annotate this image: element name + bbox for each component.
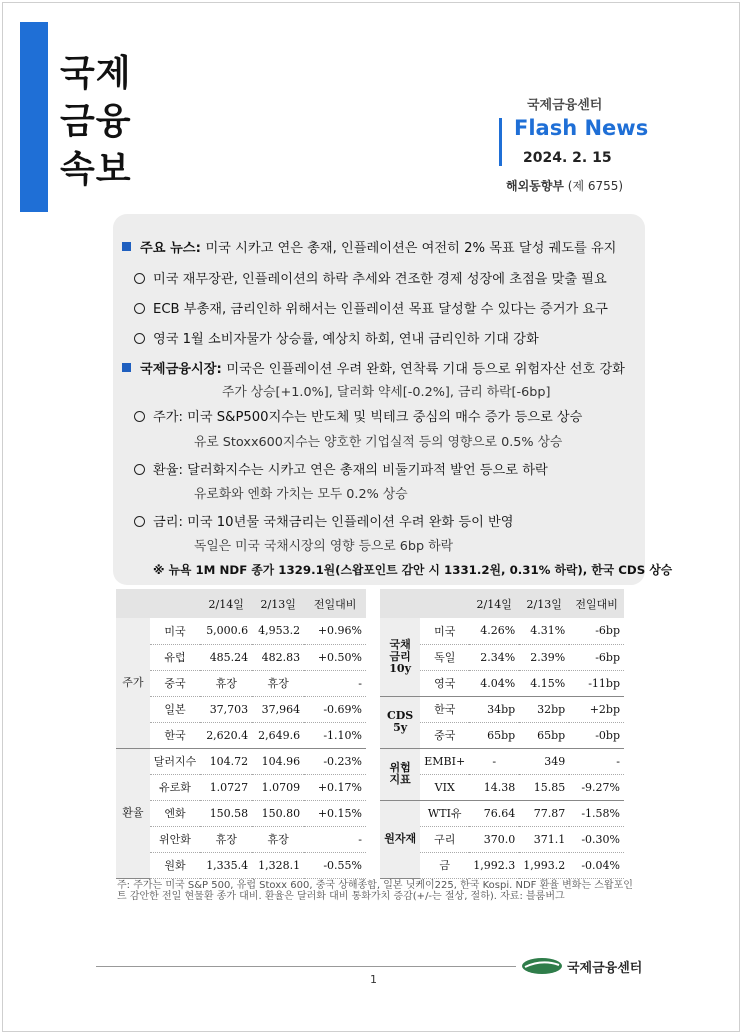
change-cell: -0.69% <box>304 696 366 722</box>
value-cell: 2.39% <box>519 644 569 670</box>
row-name: VIX <box>420 774 469 800</box>
value-cell: 4.26% <box>469 618 519 644</box>
table-row <box>116 618 366 644</box>
row-name: 위안화 <box>150 826 201 852</box>
table-row <box>380 748 624 774</box>
market-label: 국제금융시장 <box>140 362 217 377</box>
row-name: EMBI+ <box>420 748 469 774</box>
table-row <box>116 852 366 878</box>
value-cell: 76.64 <box>469 800 519 826</box>
row-name: 중국 <box>420 722 469 748</box>
row-name: 미국 <box>420 618 469 644</box>
value-cell: 휴장 <box>252 670 304 696</box>
market-item-sub: 독일은 미국 국채시장의 영향 등으로 6bp 하락 <box>194 539 453 554</box>
row-name: 유로화 <box>150 774 201 800</box>
value-cell: 휴장 <box>252 826 304 852</box>
market-item-text: 달러화지수는 시카고 연은 총재의 비둘기파적 발언 등으로 하락 <box>187 463 548 478</box>
circle-bullet-icon <box>134 303 145 314</box>
header-blank <box>116 589 150 618</box>
value-cell: 5,000.6 <box>200 618 252 644</box>
left-market-table <box>116 589 366 879</box>
header-brand: Flash News <box>514 116 649 140</box>
header-cell: 2/13일 <box>519 589 569 618</box>
news-item-text: 미국 재무장관, 인플레이션의 하락 추세와 견조한 경제 성장에 초점을 맞출 필요 <box>153 272 607 287</box>
row-name: 금 <box>420 852 469 878</box>
value-cell: 4.15% <box>519 670 569 696</box>
change-cell: -0.04% <box>569 852 624 878</box>
row-name: 영국 <box>420 670 469 696</box>
header-cell: 전일대비 <box>569 589 624 618</box>
group-label: 주가 <box>116 618 150 748</box>
header-divider <box>499 118 502 166</box>
row-name: 독일 <box>420 644 469 670</box>
value-cell: 150.80 <box>252 800 304 826</box>
change-cell: - <box>569 748 624 774</box>
change-cell: -0.55% <box>304 852 366 878</box>
value-cell: 104.96 <box>252 748 304 774</box>
market-item-text: 미국 10년물 국채금리는 인플레이션 우려 완화 등이 반영 <box>187 515 514 530</box>
row-name: 중국 <box>150 670 201 696</box>
value-cell: 485.24 <box>200 644 252 670</box>
table-row <box>380 696 624 722</box>
change-cell: +0.96% <box>304 618 366 644</box>
change-cell: -1.58% <box>569 800 624 826</box>
row-name: 한국 <box>150 722 201 748</box>
value-cell: 104.72 <box>200 748 252 774</box>
value-cell: 370.0 <box>469 826 519 852</box>
change-cell: -1.10% <box>304 722 366 748</box>
header-cell: 전일대비 <box>304 589 366 618</box>
value-cell: 14.38 <box>469 774 519 800</box>
news-item <box>134 298 608 317</box>
header-cell: 2/13일 <box>252 589 304 618</box>
row-name: 미국 <box>150 618 201 644</box>
footnote: 주: 주가는 미국 S&P 500, 유럽 Stoxx 600, 중국 상해종합, 일본 닛케이225, 한국 Kospi. NDF 환율 변화는 스왑포인트 감안한 전일 현물환 종가 대비. 환율은 달러화 대비 통화가치 증감(+/-는 절상, 절하). 자료: 블룸버그 <box>117 880 633 902</box>
title-line: 금융 <box>60 101 132 142</box>
change-cell: +0.17% <box>304 774 366 800</box>
group-label: 환율 <box>116 748 150 878</box>
value-cell: 77.87 <box>519 800 569 826</box>
value-cell: 1,328.1 <box>252 852 304 878</box>
market-item-rates: 금리: 미국 10년물 국채금리는 인플레이션 우려 완화 등이 반영 <box>134 511 514 530</box>
row-name: 일본 <box>150 696 201 722</box>
row-name: 엔화 <box>150 800 201 826</box>
table-row <box>116 826 366 852</box>
group-label: CDS 5y <box>380 696 420 748</box>
change-cell: -6bp <box>569 618 624 644</box>
value-cell: 150.58 <box>200 800 252 826</box>
table-row <box>116 696 366 722</box>
value-cell: 4,953.2 <box>252 618 304 644</box>
value-cell: 349 <box>519 748 569 774</box>
value-cell: 4.31% <box>519 618 569 644</box>
table-row <box>116 748 366 774</box>
market-headline-text: 미국은 인플레이션 우려 완화, 연착륙 기대 등으로 위험자산 선호 강화 <box>226 362 625 377</box>
circle-bullet-icon <box>134 516 145 527</box>
table-header-row <box>380 589 624 618</box>
value-cell: 32bp <box>519 696 569 722</box>
value-cell: 371.1 <box>519 826 569 852</box>
header-cell: 2/14일 <box>200 589 252 618</box>
row-name: WTI유 <box>420 800 469 826</box>
header-org: 국제금융센터 <box>527 98 603 113</box>
news-item-text: 영국 1월 소비자물가 상승률, 예상치 하회, 연내 금리인하 기대 강화 <box>153 332 539 347</box>
news-item <box>134 328 539 347</box>
market-item-stocks: 주가: 미국 S&P500지수는 반도체 및 빅테크 중심의 매수 증가 등으로 상승 <box>134 406 582 425</box>
header-date: 2024. 2. 15 <box>523 150 612 166</box>
change-cell: -0bp <box>569 722 624 748</box>
value-cell: 2,649.6 <box>252 722 304 748</box>
value-cell: 2.34% <box>469 644 519 670</box>
value-cell: 37,703 <box>200 696 252 722</box>
table-header-row <box>116 589 366 618</box>
row-name: 한국 <box>420 696 469 722</box>
value-cell: 15.85 <box>519 774 569 800</box>
group-label: 위험 지표 <box>380 748 420 800</box>
square-bullet-icon <box>122 242 131 251</box>
value-cell: 37,964 <box>252 696 304 722</box>
value-cell: 1,992.3 <box>469 852 519 878</box>
group-label: 국채 금리 10y <box>380 618 420 696</box>
market-item-sub: 유로화와 엔화 가치는 모두 0.2% 상승 <box>194 487 408 502</box>
news-label: 주요 뉴스 <box>140 241 196 256</box>
market-item-label: 금리 <box>153 515 179 530</box>
news-headline: 주요 뉴스: 미국 시카고 연은 총재, 인플레이션은 여전히 2% 목표 달성 궤도를 유지 <box>122 237 616 256</box>
group-label: 원자재 <box>380 800 420 878</box>
row-name: 구리 <box>420 826 469 852</box>
title-accent-bar <box>20 22 48 212</box>
value-cell: 34bp <box>469 696 519 722</box>
header-blank <box>150 589 201 618</box>
table-row <box>116 644 366 670</box>
header-dept <box>506 177 623 194</box>
row-name: 원화 <box>150 852 201 878</box>
change-cell: -11bp <box>569 670 624 696</box>
market-item-label: 주가 <box>153 410 179 425</box>
market-sub: 주가 상승[+1.0%], 달러화 약세[-0.2%], 금리 하락[-6bp] <box>222 385 551 400</box>
header-blank <box>420 589 469 618</box>
change-cell: +2bp <box>569 696 624 722</box>
value-cell: 휴장 <box>200 670 252 696</box>
value-cell: 482.83 <box>252 644 304 670</box>
value-cell: 1,335.4 <box>200 852 252 878</box>
market-item-fx: 환율: 달러화지수는 시카고 연은 총재의 비둘기파적 발언 등으로 하락 <box>134 459 548 478</box>
value-cell: 65bp <box>469 722 519 748</box>
news-item-text: ECB 부총재, 금리인하 위해서는 인플레이션 목표 달성할 수 있다는 증거가 요구 <box>153 302 608 317</box>
table-row <box>116 722 366 748</box>
change-cell: -9.27% <box>569 774 624 800</box>
value-cell: 4.04% <box>469 670 519 696</box>
row-name: 유럽 <box>150 644 201 670</box>
dept-name: 해외동향부 <box>506 179 564 193</box>
change-cell: -6bp <box>569 644 624 670</box>
circle-bullet-icon <box>134 464 145 475</box>
table-row <box>116 774 366 800</box>
change-cell: +0.50% <box>304 644 366 670</box>
title-line: 국제 <box>60 53 132 94</box>
value-cell: 1,993.2 <box>519 852 569 878</box>
table-row <box>380 618 624 644</box>
change-cell: - <box>304 826 366 852</box>
market-item-text: 미국 S&P500지수는 반도체 및 빅테크 중심의 매수 증가 등으로 상승 <box>187 410 583 425</box>
title-line: 속보 <box>60 149 132 190</box>
change-cell: -0.23% <box>304 748 366 774</box>
table-row <box>116 800 366 826</box>
value-cell: 2,620.4 <box>200 722 252 748</box>
footer-divider <box>96 966 516 967</box>
value-cell: 65bp <box>519 722 569 748</box>
market-item-sub: 유로 Stoxx600지수는 양호한 기업실적 등의 영향으로 0.5% 상승 <box>194 435 563 450</box>
news-item <box>134 268 607 287</box>
org-logo-icon <box>521 957 563 975</box>
page-number: 1 <box>370 973 377 986</box>
right-market-table <box>380 589 624 879</box>
circle-bullet-icon <box>134 273 145 284</box>
change-cell: -0.30% <box>569 826 624 852</box>
footer-org: 국제금융센터 <box>567 961 643 976</box>
value-cell: 1.0727 <box>200 774 252 800</box>
circle-bullet-icon <box>134 333 145 344</box>
market-item-label: 환율 <box>153 463 179 478</box>
table-row <box>380 800 624 826</box>
square-bullet-icon <box>122 363 131 372</box>
change-cell: - <box>304 670 366 696</box>
header-blank <box>380 589 420 618</box>
value-cell: 휴장 <box>200 826 252 852</box>
change-cell: +0.15% <box>304 800 366 826</box>
value-cell: 1.0709 <box>252 774 304 800</box>
circle-bullet-icon <box>134 411 145 422</box>
page-title <box>60 50 132 194</box>
table-row <box>116 670 366 696</box>
value-cell: - <box>469 748 519 774</box>
doc-number: (제 6755) <box>567 179 624 193</box>
header-cell: 2/14일 <box>469 589 519 618</box>
news-headline-text: 미국 시카고 연은 총재, 인플레이션은 여전히 2% 목표 달성 궤도를 유지 <box>205 241 617 256</box>
market-headline: 국제금융시장: 미국은 인플레이션 우려 완화, 연착륙 기대 등으로 위험자산 선호 강화 <box>122 358 625 377</box>
row-name: 달러지수 <box>150 748 201 774</box>
ndf-note: ※ 뉴욕 1M NDF 종가 1329.1원(스왑포인트 감안 시 1331.2원, 0.31% 하락), 한국 CDS 상승 <box>153 563 673 577</box>
